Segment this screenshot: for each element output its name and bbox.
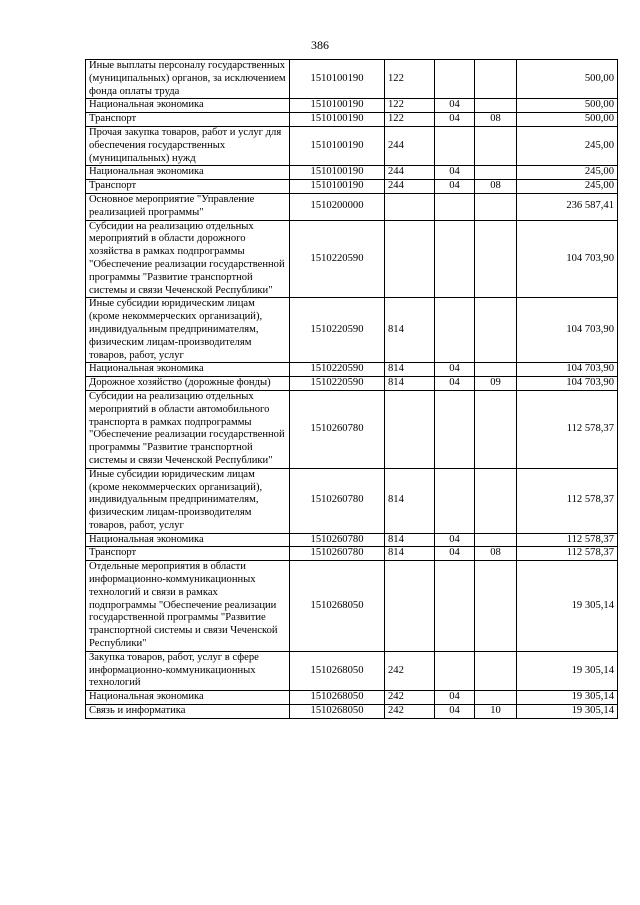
amount-cell: 104 703,90 — [517, 363, 618, 377]
amount-cell: 19 305,14 — [517, 651, 618, 690]
amount-cell: 112 578,37 — [517, 468, 618, 533]
amount-cell: 112 578,37 — [517, 547, 618, 561]
expense-type-cell — [385, 193, 435, 220]
subsection-cell — [475, 126, 517, 165]
expense-type-cell: 122 — [385, 99, 435, 113]
table-row — [86, 561, 618, 652]
section-cell: 04 — [435, 547, 475, 561]
section-cell: 04 — [435, 99, 475, 113]
section-cell — [435, 126, 475, 165]
table-row — [86, 298, 618, 363]
section-cell: 04 — [435, 691, 475, 705]
target-code-cell: 1510268050 — [290, 561, 385, 652]
target-code-cell: 1510100190 — [290, 60, 385, 99]
table-row — [86, 99, 618, 113]
subsection-cell — [475, 99, 517, 113]
expense-name-cell: Национальная экономика — [86, 533, 290, 547]
expense-name-cell: Связь и информатика — [86, 705, 290, 719]
target-code-cell: 1510220590 — [290, 220, 385, 298]
subsection-cell — [475, 363, 517, 377]
expense-type-cell: 244 — [385, 126, 435, 165]
expense-name-cell: Национальная экономика — [86, 99, 290, 113]
page-number: 386 — [311, 38, 329, 52]
subsection-cell: 08 — [475, 180, 517, 194]
target-code-cell: 1510100190 — [290, 166, 385, 180]
target-code-cell: 1510220590 — [290, 298, 385, 363]
expense-type-cell: 814 — [385, 363, 435, 377]
budget-table-body — [86, 60, 618, 719]
section-cell — [435, 298, 475, 363]
expense-name-cell: Субсидии на реализацию отдельных мероприятий в области автомобильного транспорта в рамках подпрограммы "Обеспечение реализации государственной программы "Развитие транспортной системы и связи Чеченской Республики" — [86, 390, 290, 468]
amount-cell: 245,00 — [517, 166, 618, 180]
target-code-cell: 1510100190 — [290, 180, 385, 194]
expense-name-cell: Транспорт — [86, 113, 290, 127]
expense-name-cell: Национальная экономика — [86, 166, 290, 180]
subsection-cell: 08 — [475, 113, 517, 127]
target-code-cell: 1510260780 — [290, 390, 385, 468]
amount-cell: 104 703,90 — [517, 377, 618, 391]
section-cell — [435, 651, 475, 690]
table-row — [86, 113, 618, 127]
amount-cell: 19 305,14 — [517, 691, 618, 705]
target-code-cell: 1510200000 — [290, 193, 385, 220]
amount-cell: 112 578,37 — [517, 533, 618, 547]
expense-type-cell — [385, 390, 435, 468]
expense-type-cell: 814 — [385, 547, 435, 561]
expense-type-cell: 814 — [385, 298, 435, 363]
table-row — [86, 193, 618, 220]
expense-type-cell: 814 — [385, 533, 435, 547]
section-cell — [435, 220, 475, 298]
subsection-cell — [475, 298, 517, 363]
table-row — [86, 60, 618, 99]
table-row — [86, 468, 618, 533]
amount-cell: 500,00 — [517, 113, 618, 127]
table-row — [86, 547, 618, 561]
target-code-cell: 1510260780 — [290, 468, 385, 533]
amount-cell: 245,00 — [517, 180, 618, 194]
amount-cell: 245,00 — [517, 126, 618, 165]
table-row — [86, 390, 618, 468]
expense-type-cell: 814 — [385, 377, 435, 391]
amount-cell: 500,00 — [517, 99, 618, 113]
amount-cell: 19 305,14 — [517, 705, 618, 719]
subsection-cell — [475, 468, 517, 533]
section-cell — [435, 390, 475, 468]
expense-type-cell: 242 — [385, 705, 435, 719]
budget-table — [85, 59, 618, 719]
section-cell: 04 — [435, 166, 475, 180]
target-code-cell: 1510220590 — [290, 377, 385, 391]
subsection-cell: 08 — [475, 547, 517, 561]
expense-type-cell: 814 — [385, 468, 435, 533]
table-row — [86, 180, 618, 194]
table-row — [86, 220, 618, 298]
amount-cell: 104 703,90 — [517, 298, 618, 363]
section-cell: 04 — [435, 180, 475, 194]
subsection-cell — [475, 220, 517, 298]
expense-type-cell: 122 — [385, 113, 435, 127]
target-code-cell: 1510260780 — [290, 547, 385, 561]
table-row — [86, 651, 618, 690]
target-code-cell: 1510260780 — [290, 533, 385, 547]
expense-type-cell: 122 — [385, 60, 435, 99]
expense-type-cell: 244 — [385, 166, 435, 180]
expense-type-cell: 242 — [385, 691, 435, 705]
subsection-cell — [475, 691, 517, 705]
subsection-cell — [475, 561, 517, 652]
amount-cell: 104 703,90 — [517, 220, 618, 298]
expense-name-cell: Закупка товаров, работ, услуг в сфере информационно-коммуникационных технологий — [86, 651, 290, 690]
section-cell — [435, 193, 475, 220]
table-row — [86, 691, 618, 705]
target-code-cell: 1510268050 — [290, 651, 385, 690]
section-cell — [435, 60, 475, 99]
expense-type-cell — [385, 561, 435, 652]
target-code-cell: 1510100190 — [290, 113, 385, 127]
table-row — [86, 166, 618, 180]
subsection-cell — [475, 533, 517, 547]
expense-name-cell: Отдельные мероприятия в области информационно-коммуникационных технологий и связи в рамках подпрограммы "Обеспечение реализации государственной программы "Развитие транспортной системы и связи Чеченской Республики" — [86, 561, 290, 652]
expense-type-cell — [385, 220, 435, 298]
amount-cell: 112 578,37 — [517, 390, 618, 468]
section-cell — [435, 561, 475, 652]
subsection-cell — [475, 193, 517, 220]
expense-name-cell: Транспорт — [86, 180, 290, 194]
target-code-cell: 1510100190 — [290, 99, 385, 113]
expense-name-cell: Иные субсидии юридическим лицам (кроме некоммерческих организаций), индивидуальным предпринимателям, физическим лицам-производителям товаров, работ, услуг — [86, 298, 290, 363]
subsection-cell — [475, 166, 517, 180]
table-row — [86, 533, 618, 547]
amount-cell: 236 587,41 — [517, 193, 618, 220]
section-cell: 04 — [435, 377, 475, 391]
target-code-cell: 1510268050 — [290, 691, 385, 705]
expense-name-cell: Прочая закупка товаров, работ и услуг для обеспечения государственных (муниципальных) нужд — [86, 126, 290, 165]
target-code-cell: 1510268050 — [290, 705, 385, 719]
table-row — [86, 126, 618, 165]
expense-type-cell: 242 — [385, 651, 435, 690]
expense-name-cell: Иные субсидии юридическим лицам (кроме некоммерческих организаций), индивидуальным предпринимателям, физическим лицам-производителям товаров, работ, услуг — [86, 468, 290, 533]
expense-name-cell: Основное мероприятие "Управление реализацией программы" — [86, 193, 290, 220]
expense-name-cell: Транспорт — [86, 547, 290, 561]
expense-name-cell: Иные выплаты персоналу государственных (муниципальных) органов, за исключением фонда оплаты труда — [86, 60, 290, 99]
subsection-cell: 09 — [475, 377, 517, 391]
section-cell — [435, 468, 475, 533]
section-cell: 04 — [435, 363, 475, 377]
section-cell: 04 — [435, 705, 475, 719]
amount-cell: 19 305,14 — [517, 561, 618, 652]
expense-type-cell: 244 — [385, 180, 435, 194]
table-row — [86, 705, 618, 719]
table-row — [86, 377, 618, 391]
subsection-cell — [475, 651, 517, 690]
target-code-cell: 1510100190 — [290, 126, 385, 165]
expense-name-cell: Национальная экономика — [86, 363, 290, 377]
subsection-cell — [475, 390, 517, 468]
expense-name-cell: Национальная экономика — [86, 691, 290, 705]
expense-name-cell: Дорожное хозяйство (дорожные фонды) — [86, 377, 290, 391]
amount-cell: 500,00 — [517, 60, 618, 99]
target-code-cell: 1510220590 — [290, 363, 385, 377]
section-cell: 04 — [435, 113, 475, 127]
subsection-cell — [475, 60, 517, 99]
section-cell: 04 — [435, 533, 475, 547]
expense-name-cell: Субсидии на реализацию отдельных мероприятий в области дорожного хозяйства в рамках подпрограммы "Обеспечение реализации государственной программы "Развитие транспортной системы и связи Чеченской Республики" — [86, 220, 290, 298]
table-row — [86, 363, 618, 377]
subsection-cell: 10 — [475, 705, 517, 719]
